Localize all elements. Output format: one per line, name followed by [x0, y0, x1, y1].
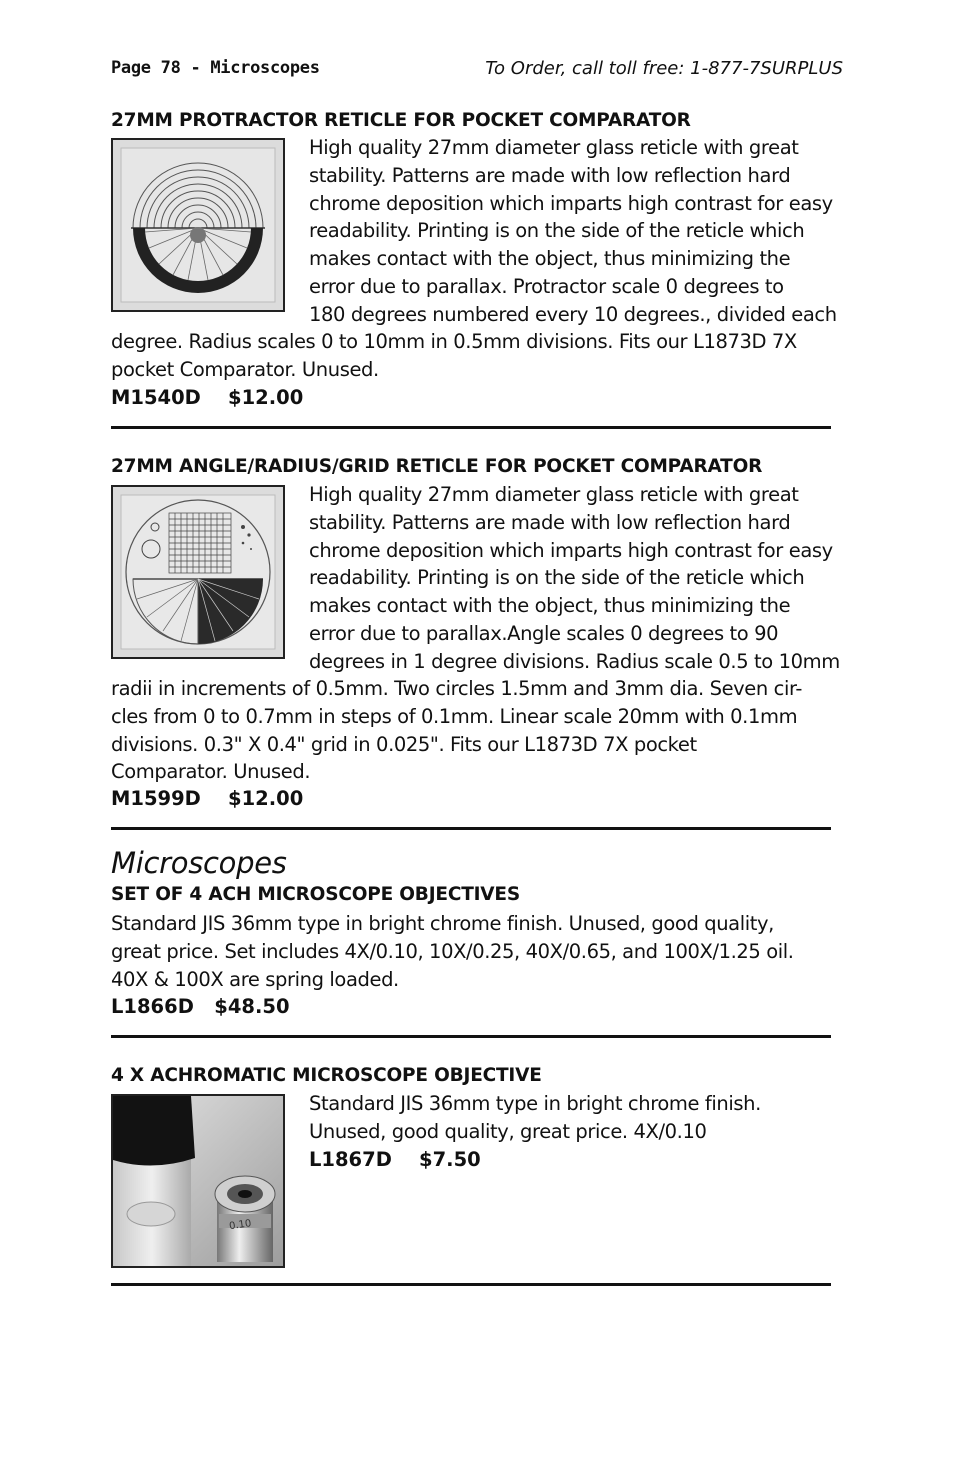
product-description-full	[111, 328, 797, 384]
description-line: divisions. 0.3" X 0.4" grid in 0.025". Fits our L1873D 7X pocket	[111, 732, 697, 756]
product-description	[309, 1090, 761, 1146]
description-line: 40X & 100X are spring loaded.	[111, 967, 399, 991]
section-divider	[111, 1283, 831, 1286]
product-title: 27MM PROTRACTOR RETICLE FOR POCKET COMPARATOR	[111, 110, 691, 131]
description-line: pocket Comparator. Unused.	[111, 357, 379, 381]
description-line: stability. Patterns are made with low reflection hard	[309, 163, 791, 187]
description-line: chrome deposition which imparts high contrast for easy	[309, 191, 833, 215]
product-price-line	[111, 787, 303, 810]
description-line: error due to parallax.Angle scales 0 degrees to 90	[309, 621, 779, 645]
description-line: degrees in 1 degree divisions. Radius scale 0.5 to 10mm	[309, 649, 840, 673]
product-title: SET OF 4 ACH MICROSCOPE OBJECTIVES	[111, 884, 520, 905]
description-line: degree. Radius scales 0 to 10mm in 0.5mm divisions. Fits our L1873D 7X	[111, 330, 797, 353]
product-price-line	[111, 995, 290, 1018]
microscope-objective-photo	[111, 1094, 285, 1268]
description-line: 180 degrees numbered every 10 degrees., divided each	[309, 302, 837, 326]
protractor-reticle-image	[111, 138, 285, 312]
grid-reticle-graphic	[113, 487, 283, 657]
product-price: $7.50	[419, 1148, 481, 1171]
product-sku: L1867D	[309, 1148, 392, 1171]
product-sku: L1866D	[111, 995, 194, 1018]
product-description-wrap	[309, 481, 840, 676]
grid-reticle-image	[111, 485, 285, 659]
description-line: cles from 0 to 0.7mm in steps of 0.1mm. Linear scale 20mm with 0.1mm	[111, 704, 798, 728]
description-line: High quality 27mm diameter glass reticle with great	[309, 483, 799, 506]
section-divider	[111, 1035, 831, 1038]
description-line: makes contact with the object, thus minimizing the	[309, 247, 791, 271]
description-line: Standard JIS 36mm type in bright chrome finish.	[309, 1092, 761, 1115]
product-sku: M1599D	[111, 787, 201, 810]
description-line: Unused, good quality, great price. 4X/0.10	[309, 1119, 707, 1143]
description-line: makes contact with the object, thus minimizing the	[309, 594, 791, 618]
objective-photo-graphic	[113, 1096, 283, 1266]
svg-text:0.10: 0.10	[228, 1218, 253, 1233]
description-line: Comparator. Unused.	[111, 760, 311, 784]
product-price-line	[309, 1148, 481, 1171]
product-description	[111, 910, 794, 993]
page-header	[111, 58, 843, 82]
product-description-full	[111, 675, 802, 786]
product-sku: M1540D	[111, 386, 201, 409]
description-line: stability. Patterns are made with low reflection hard	[309, 510, 791, 534]
description-line: error due to parallax. Protractor scale 0 degrees to	[309, 274, 784, 298]
product-title: 4 X ACHROMATIC MICROSCOPE OBJECTIVE	[111, 1065, 542, 1086]
product-title: 27MM ANGLE/RADIUS/GRID RETICLE FOR POCKET COMPARATOR	[111, 456, 763, 477]
section-divider	[111, 827, 831, 830]
order-phone-text: To Order, call toll free: 1-877-7SURPLUS	[485, 58, 843, 79]
description-line: radii in increments of 0.5mm. Two circles 1.5mm and 3mm dia. Seven cir-	[111, 677, 803, 700]
protractor-reticle-graphic	[113, 140, 283, 310]
product-price: $12.00	[228, 787, 304, 810]
description-line: great price. Set includes 4X/0.10, 10X/0.25, 40X/0.65, and 100X/1.25 oil.	[111, 939, 794, 963]
description-line: High quality 27mm diameter glass reticle with great	[309, 136, 799, 159]
product-price-line	[111, 386, 303, 409]
description-line: Standard JIS 36mm type in bright chrome finish. Unused, good quality,	[111, 912, 774, 935]
product-description-wrap	[309, 134, 837, 329]
description-line: readability. Printing is on the side of the reticle which	[309, 219, 805, 243]
page-label: Page 78 - Microscopes	[111, 58, 320, 78]
product-price: $48.50	[214, 995, 290, 1018]
product-price: $12.00	[228, 386, 304, 409]
description-line: readability. Printing is on the side of the reticle which	[309, 566, 805, 590]
description-line: chrome deposition which imparts high contrast for easy	[309, 538, 833, 562]
section-heading: Microscopes	[111, 846, 287, 880]
section-divider	[111, 426, 831, 429]
